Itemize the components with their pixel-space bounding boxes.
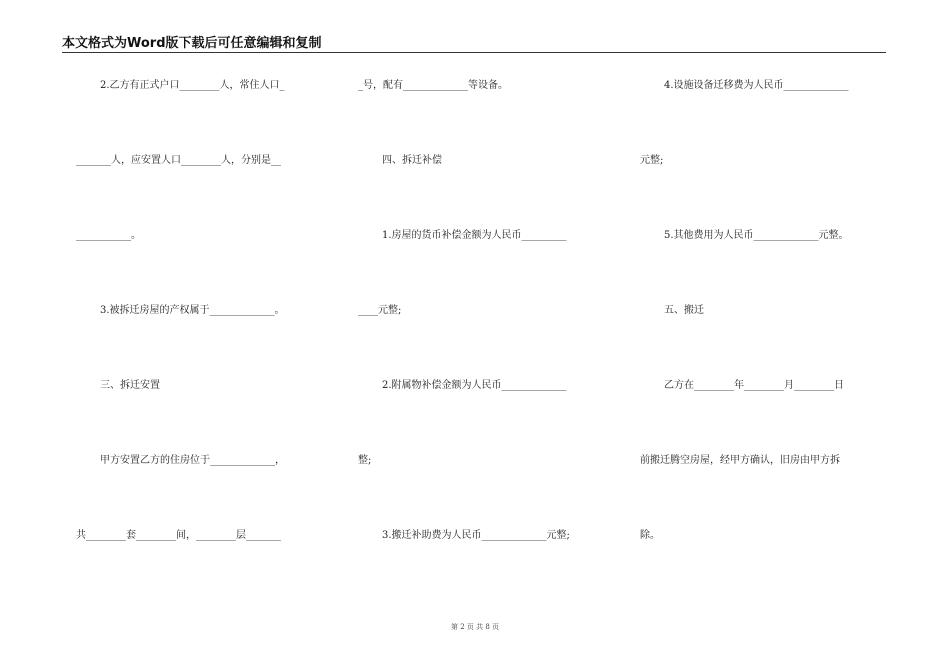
page-number: 第 2 页 共 8 页 — [450, 623, 500, 631]
col1-line-housing-location: 甲方安置乙方的住房位于_____________， — [100, 455, 285, 466]
col2-line-house-compensation-end: ____元整; — [358, 305, 402, 316]
col3-line-demolish: 除。 — [640, 530, 660, 541]
column-3 — [640, 0, 888, 672]
col1-line-resettle-count: _______人，应安置人口________人，分别是__ — [76, 155, 281, 166]
col3-line-other-fees: 5.其他费用为人民币_____________元整。 — [664, 230, 849, 241]
col1-line-household: 2.乙方有正式户口________人，常住人口_ — [100, 80, 285, 91]
col3-line-vacate-house: 前搬迁腾空房屋，经甲方确认，旧房由甲方拆 — [640, 455, 840, 466]
col3-line-move-date: 乙方在________年________月________日 — [664, 380, 844, 391]
col2-line-equipment: _号，配有_____________等设备。 — [358, 80, 508, 91]
col2-section-heading-compensation: 四、拆迁补偿 — [382, 155, 442, 166]
column-1 — [76, 0, 324, 672]
col1-line-property-owner: 3.被拆迁房屋的产权属于_____________。 — [100, 305, 285, 316]
header-title: 本文格式为Word版下载后可任意编辑和复制 — [62, 36, 322, 51]
col2-line-attachment-compensation: 2.附属物补偿金额为人民币_____________ — [382, 380, 567, 391]
col3-section-heading-relocation: 五、搬迁 — [664, 305, 704, 316]
col1-line-names: ___________。 — [76, 230, 141, 241]
col2-line-attachment-compensation-end: 整; — [358, 455, 372, 466]
col2-line-moving-allowance: 3.搬迁补助费为人民币_____________元整; — [382, 530, 570, 541]
col1-section-heading-resettlement: 三、拆迁安置 — [100, 380, 160, 391]
column-2 — [358, 0, 606, 672]
col1-line-housing-units: 共________套________间，________层_______ — [76, 530, 281, 541]
col2-line-house-compensation: 1.房屋的货币补偿金额为人民币_________ — [382, 230, 567, 241]
col3-line-equipment-relocation-end: 元整; — [640, 155, 664, 166]
col3-line-equipment-relocation: 4.设施设备迁移费为人民币_____________ — [664, 80, 849, 91]
